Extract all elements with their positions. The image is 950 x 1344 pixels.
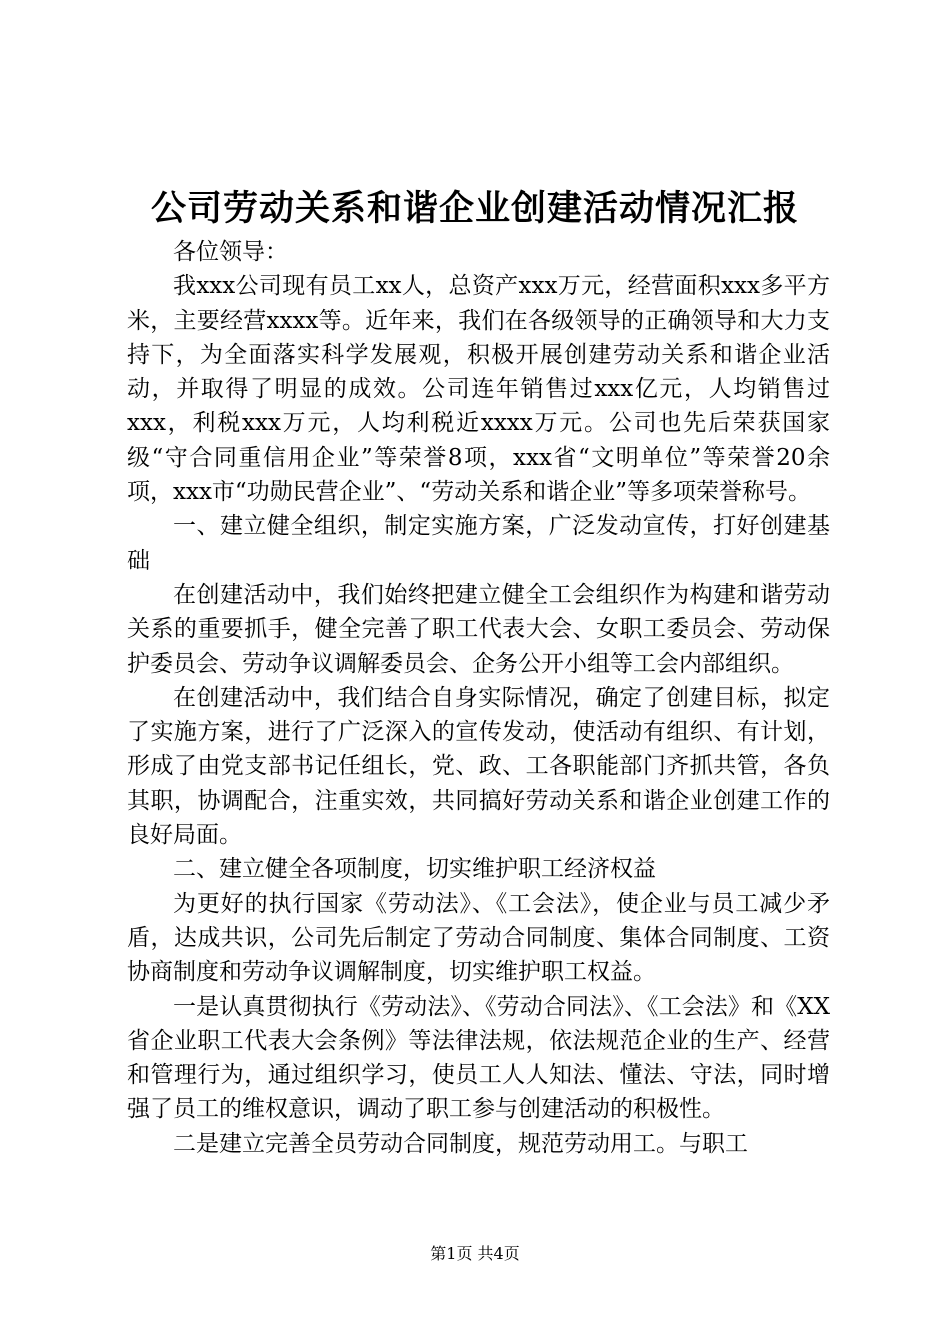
- paragraph: 二是建立完善全员劳动合同制度，规范劳动用工。与职工: [173, 1130, 748, 1157]
- salutation: 各位领导：: [173, 239, 288, 265]
- paragraph: 在创建活动中，我们结合自身实际情况，确定了创建目标，拟定了实施方案，进行了广泛深入的宣传发动，使活动有组织、有计划，形成了由党支部书记任组长，党、政、工各职能部门齐抓共管，各负其职，协调配合，注重实效，共同搞好劳动关系和谐企业创建工作的良好局面。: [127, 684, 830, 849]
- document-body: [127, 235, 830, 1161]
- paragraph: 为更好的执行国家《劳动法》、《工会法》，使企业与员工减少矛盾，达成共识，公司先后制定了劳动合同制度、集体合同制度、工资协商制度和劳动争议调解制度，切实维护职工权益。: [127, 890, 830, 986]
- paragraph: 在创建活动中，我们始终把建立健全工会组织作为构建和谐劳动关系的重要抓手，健全完善了职工代表大会、女职工委员会、劳动保护委员会、劳动争议调解委员会、企务公开小组等工会内部组织。: [127, 581, 830, 677]
- document-title: 公司劳动关系和谐企业创建活动情况汇报: [150, 188, 799, 229]
- page-number: 第1页 共4页: [430, 1244, 520, 1263]
- paragraph: 我xxx公司现有员工xx人，总资产xxx万元，经营面积xxx多平方米，主要经营xxxx等。近年来，我们在各级领导的正确领导和大力支持下，为全面落实科学发展观，积极开展创建劳动关系和谐企业活动，并取得了明显的成效。公司连年销售过xxx亿元，人均销售过xxx，利税xxx万元，人均利税近xxxx万元。公司也先后荣获国家级“守合同重信用企业”等荣誉8项，xxx省“文明单位”等荣誉20余项，xxx市“功勋民营企业”、“劳动关系和谐企业”等多项荣誉称号。: [127, 273, 830, 506]
- paragraph: 一是认真贯彻执行《劳动法》、《劳动合同法》、《工会法》和《XX省企业职工代表大会条例》等法律法规，依法规范企业的生产、经营和管理行为，通过组织学习，使员工人人知法、懂法、守法，同时增强了员工的维权意识，调动了职工参与创建活动的积极性。: [127, 993, 830, 1123]
- section-heading: 二、建立健全各项制度，切实维护职工经济权益: [173, 856, 656, 883]
- section-heading: 一、建立健全组织，制定实施方案，广泛发动宣传，打好创建基础: [127, 513, 830, 574]
